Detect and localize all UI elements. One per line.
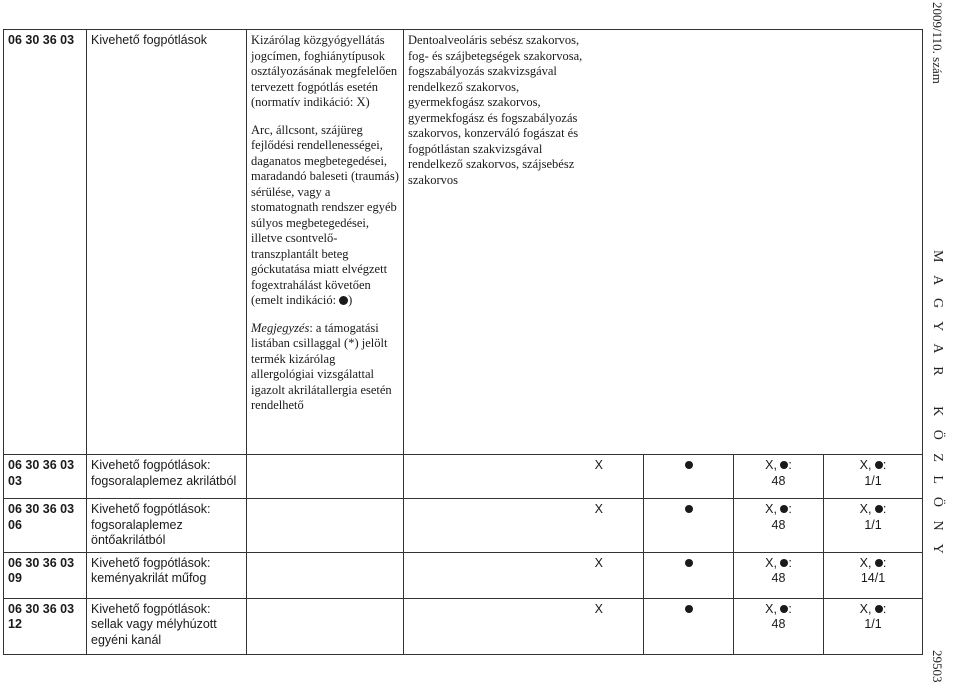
mark-x: X xyxy=(404,598,644,654)
filled-circle-icon xyxy=(685,605,693,613)
issue-label-container xyxy=(926,2,948,112)
elevated-indication-text: Arc, állcsont, szájüreg fejlődési rendellenességei, daganatos megbetegedései, maradandó baleseti (traumás) sérülése, vagy a stomatognath rendszer egyéb súlyos megbetegedései, illetve csontvelő-transzplantált beteg góckutatása miatt elvégzett fogextrahálást követően (emelt indikáció: xyxy=(251,122,399,307)
table-row xyxy=(4,598,923,654)
journal-name: M A G Y A R K Ö Z L Ö N Y xyxy=(930,250,945,559)
note xyxy=(251,321,399,414)
page-number: 29503 xyxy=(930,650,945,683)
mark-combo: X, : 48 xyxy=(734,455,824,499)
product-name: Kivehető fogpótlások xyxy=(87,30,247,455)
specialists-text: Dentoalveoláris sebész szakorvos, fog- és szájbetegségek szakorvosa, fogszabályozás szakvizsgával rendelkező szakorvos, gyermekfogász szakorvos, gyermekfogász és fogszabályozás szakorvos, konzerváló fogászat és fogpótlástan szakvizsgával rendelkező szakorvos, szájsebész szakorvos xyxy=(408,33,583,187)
elevated-indication-close: ) xyxy=(348,293,353,307)
filled-circle-icon xyxy=(875,461,883,469)
table-row xyxy=(4,455,923,499)
support-list-table xyxy=(3,29,923,655)
product-name: Kivehető fogpótlások: keményakrilát műfog xyxy=(87,552,247,598)
specialists-cell xyxy=(404,30,923,455)
mark-combo: X, : 48 xyxy=(734,552,824,598)
filled-circle-icon xyxy=(685,461,693,469)
product-name: Kivehető fogpótlások: sellak vagy mélyhúzott egyéni kanál xyxy=(87,598,247,654)
mark-dot xyxy=(644,552,734,598)
normative-indication: Kizárólag közgyógyellátás jogcímen, foghiánytípusok osztályozásának megfelelően tervezett fogpótlás esetén (normatív indikáció: X) xyxy=(251,33,398,109)
product-code: 06 30 36 03 06 xyxy=(4,499,87,553)
product-code: 06 30 36 03 xyxy=(4,30,87,455)
empty-cell xyxy=(247,552,404,598)
indication-cell xyxy=(247,30,404,455)
filled-circle-icon xyxy=(875,605,883,613)
filled-circle-icon xyxy=(339,296,348,305)
empty-cell xyxy=(247,455,404,499)
issue-label: 2009/110. szám xyxy=(930,2,945,84)
note-label: Megjegyzés xyxy=(251,320,310,335)
filled-circle-icon xyxy=(685,505,693,513)
product-name: Kivehető fogpótlások: fogsoralaplemez akrilátból xyxy=(87,455,247,499)
filled-circle-icon xyxy=(875,505,883,513)
mark-combo: X, : 14/1 xyxy=(824,552,923,598)
mark-combo: X, : 48 xyxy=(734,499,824,553)
mark-combo: X, : 1/1 xyxy=(824,598,923,654)
mark-dot xyxy=(644,598,734,654)
product-name: Kivehető fogpótlások: fogsoralaplemez öntőakrilátból xyxy=(87,499,247,553)
mark-combo: X, : 1/1 xyxy=(824,455,923,499)
mark-x: X xyxy=(404,499,644,553)
product-code: 06 30 36 03 09 xyxy=(4,552,87,598)
mark-combo: X, : 48 xyxy=(734,598,824,654)
journal-name-container xyxy=(926,250,948,559)
product-code: 06 30 36 03 12 xyxy=(4,598,87,654)
mark-dot xyxy=(644,455,734,499)
mark-combo: X, : 1/1 xyxy=(824,499,923,553)
product-code: 06 30 36 03 03 xyxy=(4,455,87,499)
empty-cell xyxy=(247,499,404,553)
table-row xyxy=(4,30,923,455)
note-text: : a támogatási listában csillaggal (*) jelölt termék kizárólag allergológiai vizsgálattal igazolt akrilátallergia esetén rendelhető xyxy=(251,320,392,412)
table-row xyxy=(4,499,923,553)
page-number-container xyxy=(926,650,948,690)
elevated-indication xyxy=(251,123,399,309)
mark-x: X xyxy=(404,455,644,499)
empty-cell xyxy=(247,598,404,654)
mark-dot xyxy=(644,499,734,553)
filled-circle-icon xyxy=(875,559,883,567)
table-row xyxy=(4,552,923,598)
filled-circle-icon xyxy=(685,559,693,567)
mark-x: X xyxy=(404,552,644,598)
